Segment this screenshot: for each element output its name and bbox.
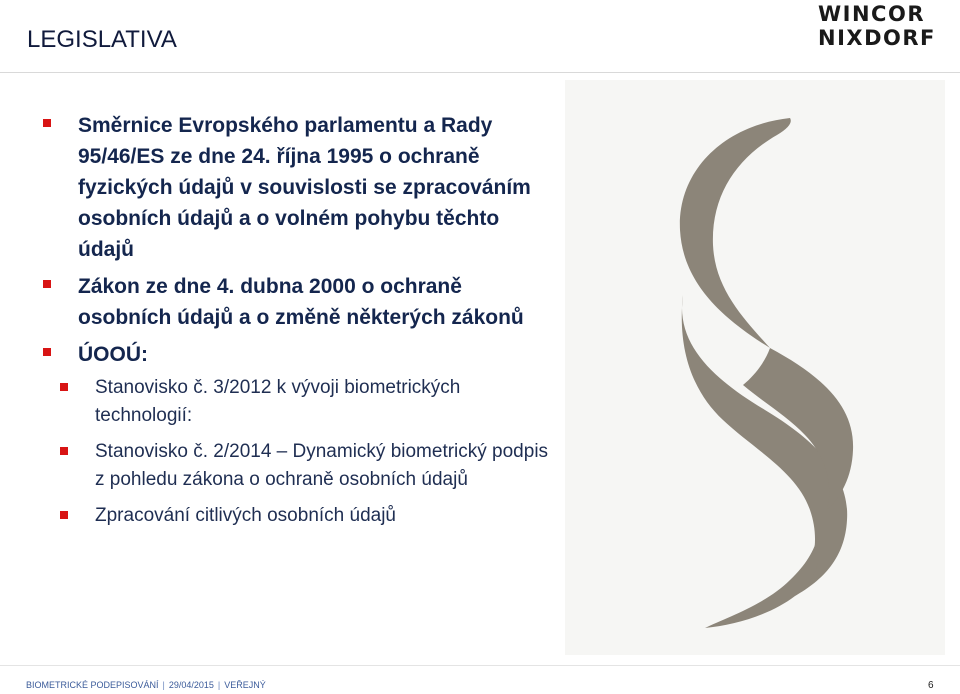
sub-list-item [40,438,560,494]
section-sign-icon [565,80,945,655]
logo-line-2: NIXDORF [818,26,936,50]
list-item [40,271,560,333]
list-item [40,110,560,265]
logo-line-1: WINCOR [818,2,925,26]
section-sign-graphic [565,80,945,655]
bullet-square-icon [43,280,51,288]
list-item-text: Zpracování citlivých osobních údajů [95,505,396,526]
list-item-text: Stanovisko č. 2/2014 – Dynamický biometrický podpis z pohledu zákona o ochraně osobních údajů [95,441,549,490]
list-item-text: Stanovisko č. 3/2012 k vývoji biometrických technologií: [95,377,461,426]
sub-list-item [40,374,560,430]
slide-header [0,0,960,74]
footer-separator: | [162,680,165,690]
list-item-text: ÚOOÚ: [78,343,148,366]
page-number: 6 [928,680,934,691]
bullet-square-icon [43,119,51,127]
footer-label: BIOMETRICKÉ PODEPISOVÁNÍ [26,680,159,690]
slide-title: LEGISLATIVA [27,26,177,53]
footer-classification: VEŘEJNÝ [224,680,266,690]
bullet-list [40,110,560,530]
bullet-square-icon [60,511,68,519]
bullet-square-icon [43,348,51,356]
footer-separator: | [217,680,221,690]
list-item-text: Směrnice Evropského parlamentu a Rady 95/46/ES ze dne 24. října 1995 o ochraně fyzických údajů v souvislosti se zpracováním osobních údajů a o volném pohybu těchto údajů [78,114,531,261]
sub-list-item [40,502,560,530]
footer-divider [0,665,960,666]
list-item-text: Zákon ze dne 4. dubna 2000 o ochraně osobních údajů a o změně některých zákonů [78,275,524,329]
bullet-square-icon [60,383,68,391]
header-divider [0,72,960,73]
bullet-square-icon [60,447,68,455]
slide-footer [26,680,266,690]
footer-date: 29/04/2015 [168,680,214,690]
brand-logo [818,2,936,50]
list-item [40,339,560,370]
